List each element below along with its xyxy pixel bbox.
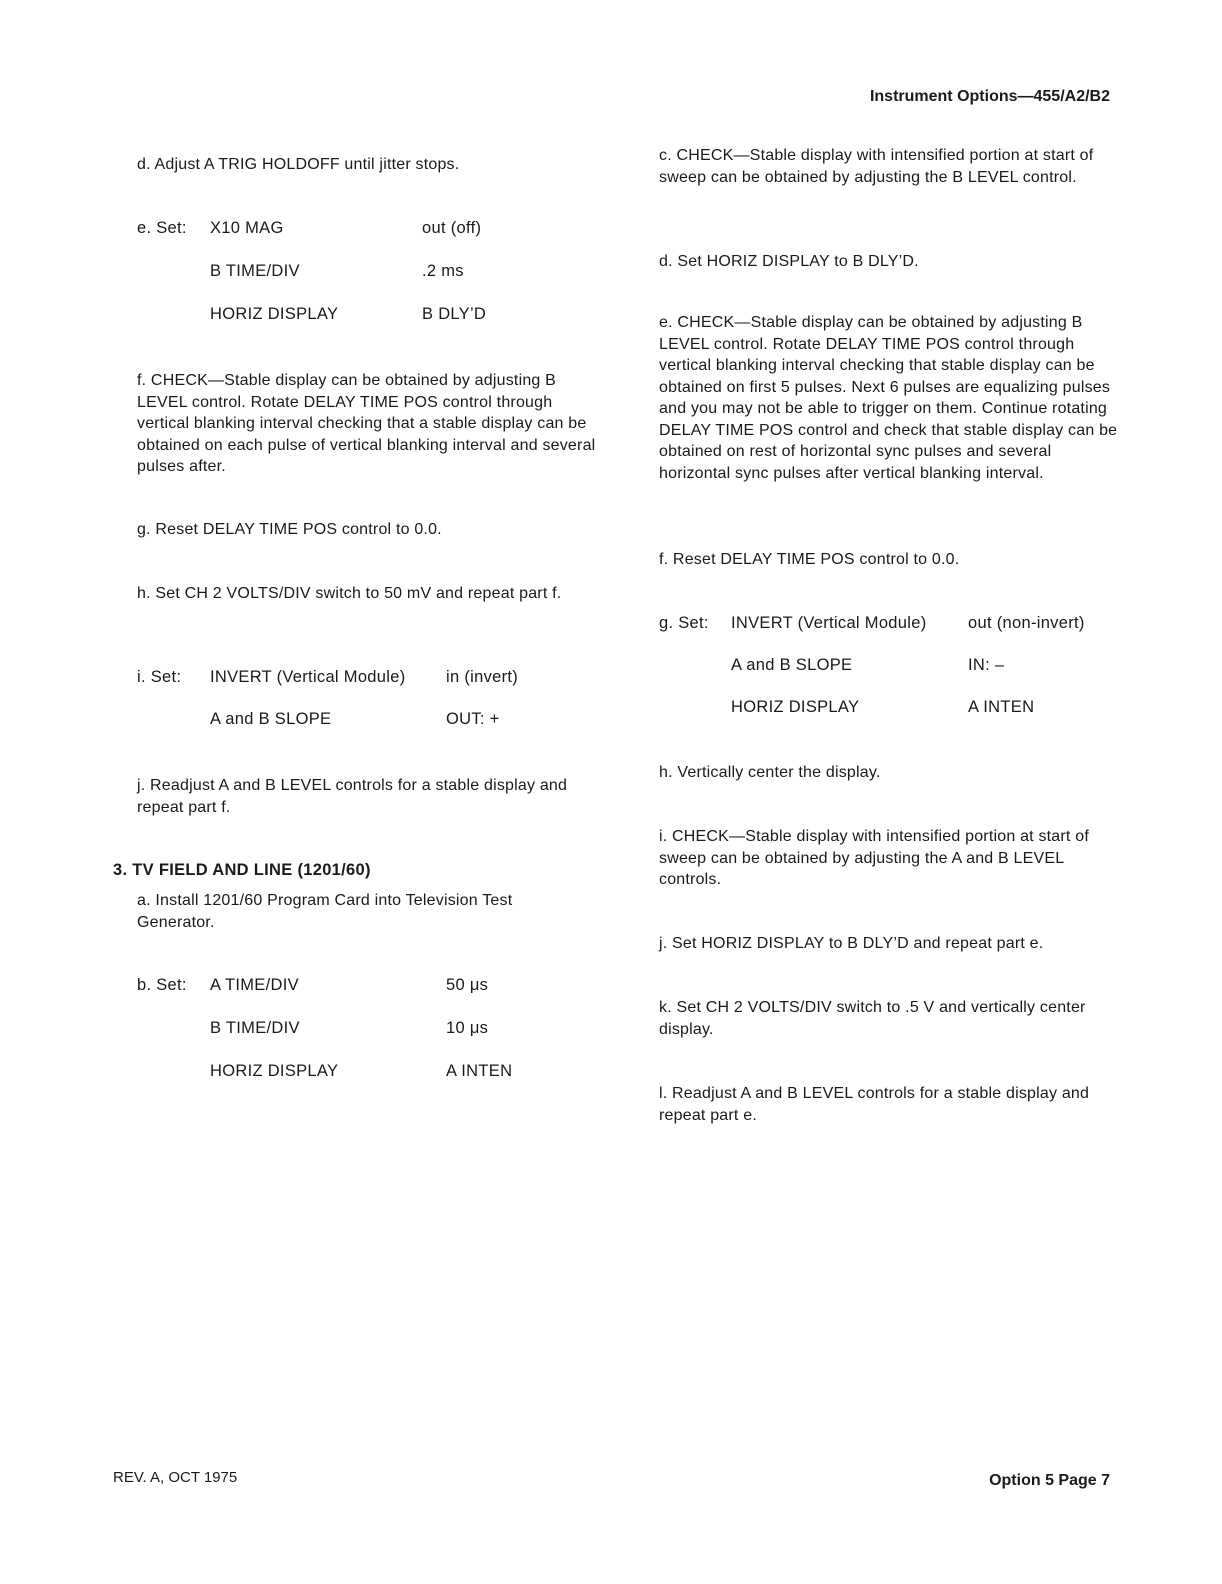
step-h-left: h. Set CH 2 VOLTS/DIV switch to 50 mV and repeat part f. xyxy=(137,585,562,602)
setting-value: out (non-invert) xyxy=(968,614,1085,632)
step-d-left: d. Adjust A TRIG HOLDOFF until jitter stops. xyxy=(137,156,460,173)
step-k-right: k. Set CH 2 VOLTS/DIV switch to .5 V and vertically center display. xyxy=(659,999,1086,1038)
settings-label-g: g. Set: xyxy=(659,614,709,632)
setting-name: A TIME/DIV xyxy=(210,976,299,994)
setting-name: HORIZ DISPLAY xyxy=(210,305,339,323)
footer-page-number: Option 5 Page 7 xyxy=(989,1472,1110,1489)
setting-name: INVERT (Vertical Module) xyxy=(210,668,406,686)
step-c-right: c. CHECK—Stable display with intensified portion at start of sweep can be obtained by adjusting the B LEVEL control. xyxy=(659,147,1094,186)
setting-value: 10 μs xyxy=(446,1019,489,1037)
step-f-right: f. Reset DELAY TIME POS control to 0.0. xyxy=(659,551,960,568)
settings-label-i: i. Set: xyxy=(137,668,182,686)
setting-value: B DLY’D xyxy=(422,305,487,323)
setting-value: A INTEN xyxy=(968,698,1035,716)
step-j-right: j. Set HORIZ DISPLAY to B DLY’D and repeat part e. xyxy=(659,935,1044,952)
setting-name: B TIME/DIV xyxy=(210,262,300,280)
setting-value: IN: – xyxy=(968,656,1005,674)
setting-name: HORIZ DISPLAY xyxy=(210,1062,339,1080)
setting-value: in (invert) xyxy=(446,668,519,686)
step-e-right: e. CHECK—Stable display can be obtained by adjusting B LEVEL control. Rotate DELAY TIME POS control through vertical blanking interval checking that stable display can be obtained on first 5 pulses. Next 6 pulses are equalizing pulses and you may not be able to trigger on them. Continue rotating DELAY TIME POS control and check that stable display can be obtained on rest of horizontal sync pulses and several horizontal sync pulses after vertical blanking interval. xyxy=(659,314,1118,482)
setting-name: A and B SLOPE xyxy=(210,710,332,728)
step-a-section3: a. Install 1201/60 Program Card into Television Test Generator. xyxy=(137,892,513,931)
setting-name: HORIZ DISPLAY xyxy=(731,698,860,716)
section-3-heading: 3. TV FIELD AND LINE (1201/60) xyxy=(113,861,371,879)
settings-label-b: b. Set: xyxy=(137,976,187,994)
step-d-right: d. Set HORIZ DISPLAY to B DLY’D. xyxy=(659,253,919,270)
setting-value: OUT: + xyxy=(446,710,500,728)
setting-value: .2 ms xyxy=(422,262,464,280)
footer-revision: REV. A, OCT 1975 xyxy=(113,1469,238,1486)
setting-value: 50 μs xyxy=(446,976,489,994)
page-header-title: Instrument Options—455/A2/B2 xyxy=(869,88,1110,105)
step-h-right: h. Vertically center the display. xyxy=(659,764,881,781)
step-i-right: i. CHECK—Stable display with intensified portion at start of sweep can be obtained by adjusting the A and B LEVEL controls. xyxy=(659,828,1089,888)
step-g-left: g. Reset DELAY TIME POS control to 0.0. xyxy=(137,521,442,538)
step-f-left: f. CHECK—Stable display can be obtained by adjusting B LEVEL control. Rotate DELAY TIME POS control through vertical blanking interval checking that a stable display can be obtained on each pulse of vertical blanking interval and several pulses after. xyxy=(137,372,596,475)
setting-name: X10 MAG xyxy=(210,219,284,237)
step-l-right: l. Readjust A and B LEVEL controls for a stable display and repeat part e. xyxy=(659,1085,1090,1124)
setting-name: B TIME/DIV xyxy=(210,1019,300,1037)
setting-value: A INTEN xyxy=(446,1062,513,1080)
settings-label-e: e. Set: xyxy=(137,219,187,237)
setting-value: out (off) xyxy=(422,219,482,237)
setting-name: A and B SLOPE xyxy=(731,656,853,674)
step-j-left: j. Readjust A and B LEVEL controls for a stable display and repeat part f. xyxy=(137,777,568,816)
setting-name: INVERT (Vertical Module) xyxy=(731,614,927,632)
